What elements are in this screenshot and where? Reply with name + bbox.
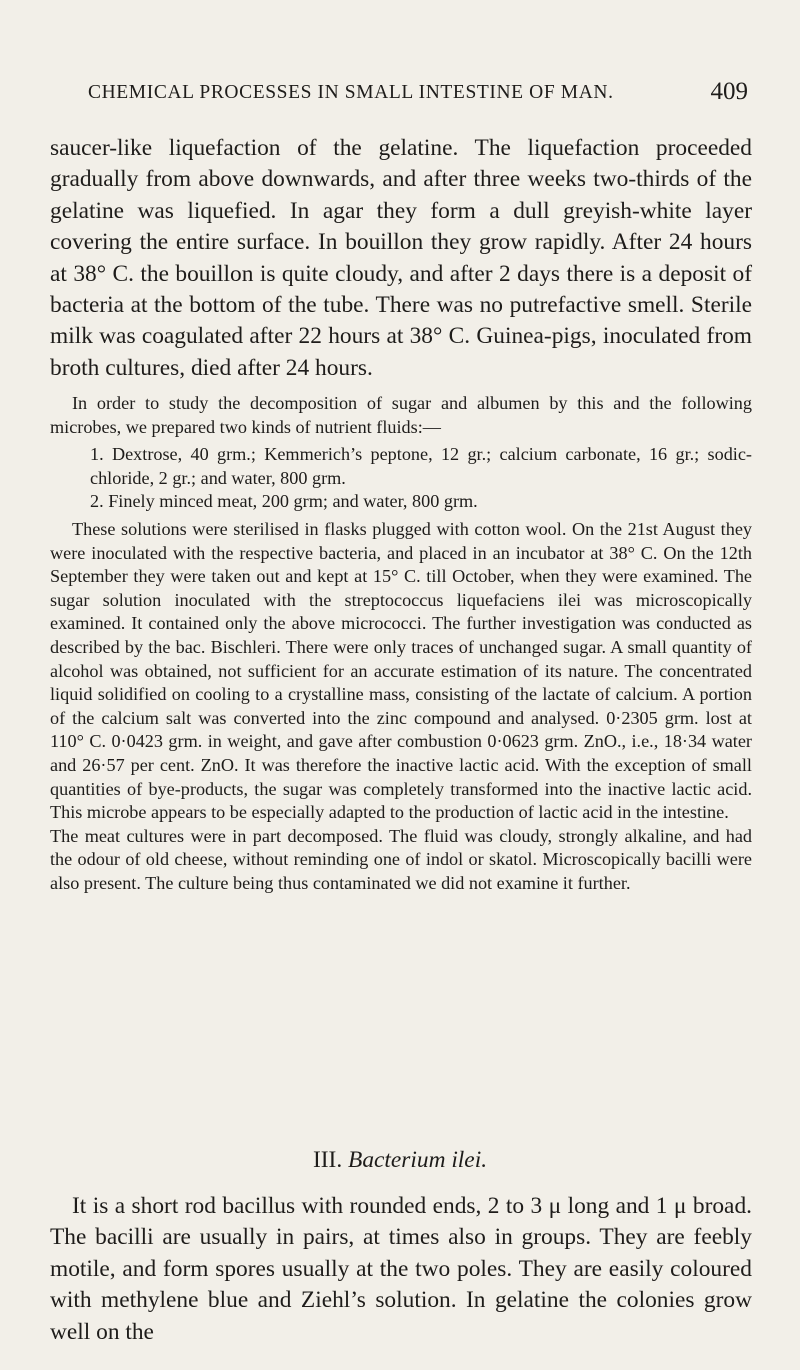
section-heading bbox=[0, 1147, 800, 1174]
running-head bbox=[88, 78, 748, 112]
intro-paragraph: In order to study the decomposition of sugar and albumen by this and the following microbes, we prepared two kinds of nutrient fluids:— bbox=[50, 393, 752, 437]
paragraph: The meat cultures were in part decomposed. The fluid was cloudy, strongly alkaline, and had the odour of old cheese, without reminding one of indol or skatol. Microscopically bacilli were also present. The culture being thus contaminated we did not examine it further. bbox=[50, 825, 752, 893]
running-title: CHEMICAL PROCESSES IN SMALL INTESTINE OF MAN. bbox=[88, 82, 614, 103]
paragraph: It is a short rod bacillus with rounded ends, 2 to 3 μ long and 1 μ broad. The bacilli are usually in pairs, at times also in groups. They are feebly motile, and form spores usually at the two poles. They are easily coloured with methylene blue and Ziehl’s solution. In gelatine the colonies grow well on the bbox=[50, 1193, 752, 1345]
small-print-block bbox=[50, 392, 752, 895]
section-title: Bacterium ilei. bbox=[348, 1147, 488, 1173]
section-number: III. bbox=[312, 1147, 343, 1173]
list-item: 2. Finely minced meat, 200 grm; and water, 800 grm. bbox=[90, 491, 478, 512]
page-number: 409 bbox=[710, 78, 748, 105]
paragraph: saucer-like liquefaction of the gelatine. The liquefaction proceeded gradually from above downwards, and after three weeks two-thirds of the gelatine was liquefied. In agar they form a dull greyish-white layer covering the entire surface. In bouillon they grow rapidly. After 24 hours at 38° C. the bouillon is quite cloudy, and after 2 days there is a deposit of bacteria at the bottom of the tube. There was no putrefactive smell. Sterile milk was coagulated after 22 hours at 38° C. Guinea-pigs, inoculated from broth cultures, died after 24 hours. bbox=[50, 135, 752, 381]
paragraph: These solutions were sterilised in flasks plugged with cotton wool. On the 21st August they were inoculated with the respective bacteria, and placed in an incubator at 38° C. On the 12th September they were taken out and kept at 15° C. till October, when they were examined. The sugar solution inoculated with the streptococcus liquefaciens ilei was microscopically examined. It contained only the above micrococci. The further investigation was conducted as described by the bac. Bischleri. There were only traces of unchanged sugar. A small quantity of alcohol was obtained, not sufficient for an accurate estimation of its nature. The concentrated liquid solidified on cooling to a crystalline mass, consisting of the lactate of calcium. A portion of the calcium salt was converted into the zinc compound and analysed. 0·2305 grm. lost at 110° C. 0·0423 grm. in weight, and gave after combustion 0·0623 grm. ZnO., i.e., 18·34 water and 26·57 per cent. ZnO. It was therefore the inactive lactic acid. With the exception of small quantities of bye-products, the sugar was completely transformed into the inactive lactic acid. This microbe appears to be especially adapted to the production of lactic acid in the intestine. bbox=[50, 518, 752, 823]
list-item: 1. Dextrose, 40 grm.; Kemmerich’s peptone, 12 gr.; calcium carbonate, 16 gr.; sodic-chloride, 2 gr.; and water, 800 grm. bbox=[90, 444, 752, 488]
bottom-text-block bbox=[50, 1191, 752, 1348]
top-text-block bbox=[50, 133, 752, 384]
